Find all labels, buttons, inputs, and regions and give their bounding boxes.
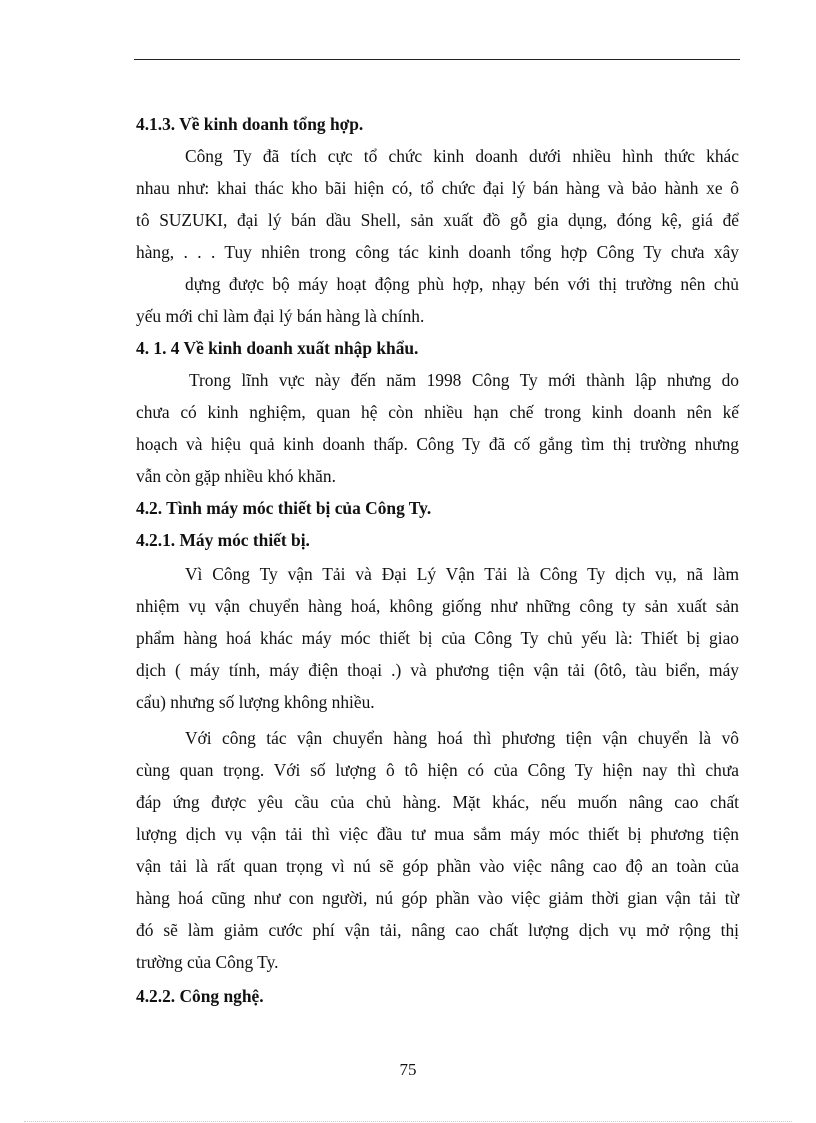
paragraph-line: chưa có kinh nghiệm, quan hệ còn nhiều hạn chế trong kinh doanh nên kế [136, 402, 739, 422]
page-number: 75 [399, 1060, 417, 1079]
paragraph-line: vận tải là rất quan trọng vì nú sẽ góp phần vào việc nâng cao độ an toàn của [136, 856, 739, 876]
paragraph-line: đó sẽ làm giảm cước phí vận tải, nâng cao chất lượng dịch vụ mở rộng thị [136, 920, 739, 940]
header-rule [134, 59, 740, 60]
heading-4-2-2: 4.2.2. Công nghệ. [136, 986, 264, 1006]
paragraph-line: tô SUZUKI, đại lý bán dầu Shell, sản xuất đồ gỗ gia dụng, đóng kệ, giá để [136, 210, 739, 230]
paragraph-line: Công Ty đã tích cực tổ chức kinh doanh dưới nhiều hình thức khác [185, 146, 739, 166]
paragraph-line: nhiệm vụ vận chuyển hàng hoá, không giống như những công ty sản xuất sản [136, 596, 739, 616]
paragraph-line: hàng, . . . Tuy nhiên trong công tác kinh doanh tổng hợp Công Ty chưa xây [136, 242, 739, 262]
paragraph-line: vẫn còn gặp nhiều khó khăn. [136, 466, 336, 486]
paragraph-line: Trong lĩnh vực này đến năm 1998 Công Ty mới thành lập nhưng do [189, 370, 739, 390]
heading-4-1-3: 4.1.3. Về kinh doanh tổng hợp. [136, 114, 364, 134]
paragraph-line: cùng quan trọng. Với số lượng ô tô hiện có của Công Ty hiện nay thì chưa [136, 760, 739, 780]
paragraph-line: nhau như: khai thác kho bãi hiện có, tổ chức đại lý bán hàng và bảo hành xe ô [136, 178, 739, 198]
paragraph-line: Vì Công Ty vận Tải và Đại Lý Vận Tải là Công Ty dịch vụ, nã làm [185, 564, 739, 584]
paragraph-line: lượng dịch vụ vận tải thì việc đầu tư mua sắm máy móc thiết bị phương tiện [136, 824, 739, 844]
paragraph-line: đáp ứng được yêu cầu của chủ hàng. Mặt khác, nếu muốn nâng cao chất [136, 792, 739, 812]
paragraph-line: dịch ( máy tính, máy điện thoại .) và phương tiện vận tải (ôtô, tàu biển, máy [136, 660, 739, 680]
paragraph-line: phẩm hàng hoá khác máy móc thiết bị của Công Ty chủ yếu là: Thiết bị giao [136, 628, 739, 648]
paragraph-line: Với công tác vận chuyển hàng hoá thì phương tiện vận chuyển là vô [185, 728, 739, 748]
paragraph-line: cẩu) nhưng số lượng không nhiều. [136, 692, 375, 712]
paragraph-line: trường của Công Ty. [136, 952, 279, 972]
paragraph-line: yếu mới chỉ làm đại lý bán hàng là chính. [136, 306, 425, 326]
heading-4-2-1: 4.2.1. Máy móc thiết bị. [136, 530, 310, 550]
footer-rule [24, 1121, 792, 1122]
paragraph-line: dựng được bộ máy hoạt động phù hợp, nhạy bén với thị trường nên chủ [185, 274, 739, 294]
heading-4-1-4: 4. 1. 4 Về kinh doanh xuất nhập khẩu. [136, 338, 419, 358]
paragraph-line: hàng hoá cũng như con người, nú góp phần vào việc giảm thời gian vận tải từ [136, 888, 739, 908]
paragraph-line: hoạch và hiệu quả kinh doanh thấp. Công Ty đã cố gắng tìm thị trường nhưng [136, 434, 739, 454]
heading-4-2: 4.2. Tình máy móc thiết bị của Công Ty. [136, 498, 432, 518]
